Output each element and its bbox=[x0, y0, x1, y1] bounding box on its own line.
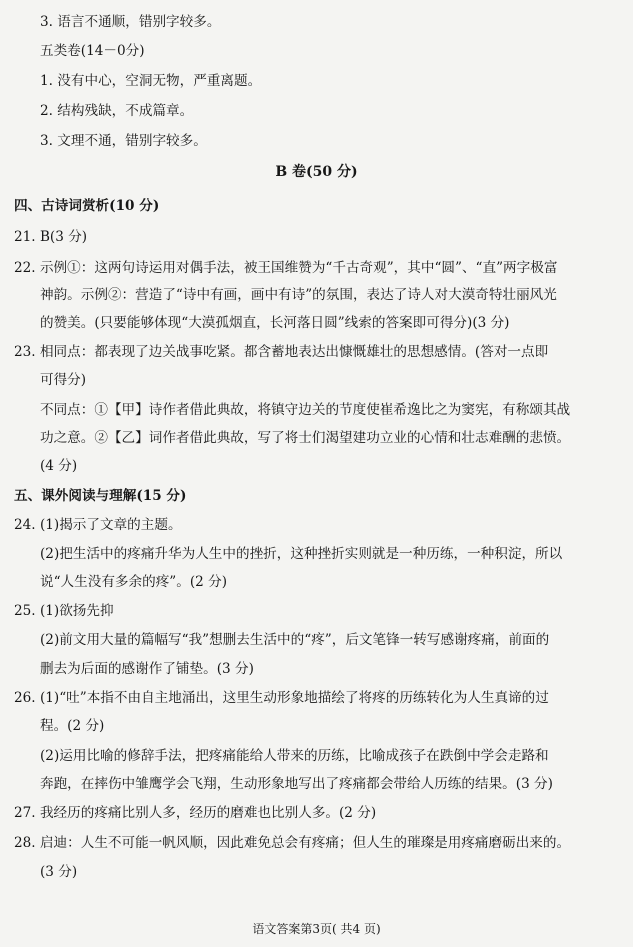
text-line: (2)前文用大量的篇幅写“我”想删去生活中的“疼”，后文笔锋一转写感谢疼痛，前面的 bbox=[40, 632, 550, 648]
text-line: 21. B(3 分) bbox=[14, 229, 88, 245]
text-line: 3. 语言不通顺，错别字较多。 bbox=[40, 14, 221, 30]
text-line: 说“人生没有多余的疼”。(2 分) bbox=[40, 574, 228, 590]
text-line: 五类卷(14－0分) bbox=[40, 43, 145, 59]
section-heading: 四、古诗词赏析(10 分) bbox=[14, 198, 160, 214]
text-line: 的赞美。(只要能够体现“大漠孤烟直，长河落日圆”线索的答案即可得分)(3 分) bbox=[40, 315, 510, 331]
text-line: 26. (1)“吐”本指不由自主地涌出，这里生动形象地描绘了将疼的历练转化为人生真谛的过 bbox=[14, 690, 549, 706]
text-line: 28. 启迪：人生不可能一帆风顺，因此难免总会有疼痛；但人生的璀璨是用疼痛磨砺出来的。 bbox=[14, 835, 571, 851]
text-line: 不同点：①【甲】诗作者借此典故，将镇守边关的节度使崔希逸比之为窦宪，有称颂其战 bbox=[40, 402, 571, 418]
text-line: 25. (1)欲扬先抑 bbox=[14, 603, 114, 619]
text-line: 删去为后面的感谢作了铺垫。(3 分) bbox=[40, 661, 254, 677]
text-line: 可得分) bbox=[40, 372, 87, 388]
text-line: 27. 我经历的疼痛比别人多，经历的磨难也比别人多。(2 分) bbox=[14, 805, 377, 821]
section-title: B 卷(50 分) bbox=[275, 164, 358, 180]
text-line: 3. 文理不通，错别字较多。 bbox=[40, 133, 207, 149]
text-line: (2)运用比喻的修辞手法，把疼痛能给人带来的历练，比喻成孩子在跌倒中学会走路和 bbox=[40, 748, 549, 764]
text-line: 功之意。②【乙】词作者借此典故，写了将士们渴望建功立业的心情和壮志难酬的悲愤。 bbox=[40, 430, 571, 446]
text-line: 奔跑，在摔伤中雏鹰学会飞翔，生动形象地写出了疼痛都会带给人历练的结果。(3 分) bbox=[40, 776, 553, 792]
page-footer: 语文答案第3页( 共4 页) bbox=[252, 922, 381, 936]
text-line: 24. (1)揭示了文章的主题。 bbox=[14, 517, 182, 533]
text-line: 1. 没有中心，空洞无物，严重离题。 bbox=[40, 73, 262, 89]
text-line: 22. 示例①：这两句诗运用对偶手法，被王国维赞为“千古奇观”，其中“圆”、“直”两字极富 bbox=[14, 260, 558, 276]
text-line: (3 分) bbox=[40, 864, 78, 880]
text-line: (4 分) bbox=[40, 458, 78, 474]
text-line: (2)把生活中的疼痛升华为人生中的挫折，这种挫折实则就是一种历练，一种积淀，所以 bbox=[40, 546, 563, 562]
section-heading: 五、课外阅读与理解(15 分) bbox=[14, 488, 187, 504]
text-line: 2. 结构残缺，不成篇章。 bbox=[40, 103, 194, 119]
text-line: 程。(2 分) bbox=[40, 718, 105, 734]
text-line: 神韵。示例②：营造了“诗中有画，画中有诗”的氛围，表达了诗人对大漠奇特壮丽风光 bbox=[40, 287, 557, 303]
text-line: 23. 相同点：都表现了边关战事吃紧。都含蓄地表达出慷慨雄壮的思想感情。(答对一点即 bbox=[14, 344, 549, 360]
